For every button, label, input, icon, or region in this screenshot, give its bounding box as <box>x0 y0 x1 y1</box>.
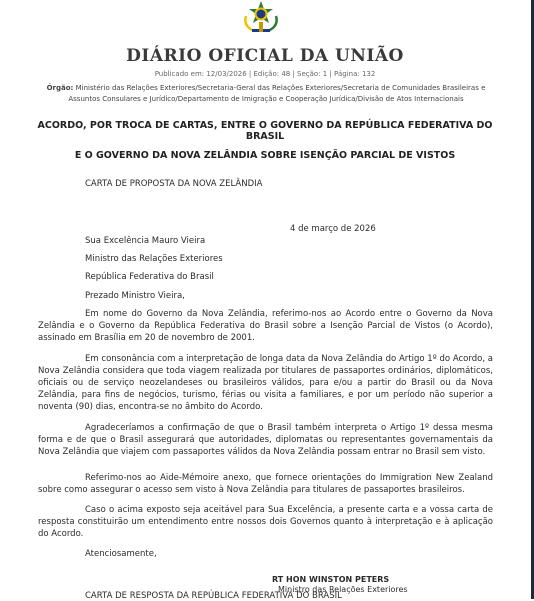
paragraph-line: assinado em Brasília em 20 de novembro de 2001. <box>38 333 255 343</box>
masthead-title: DIÁRIO OFICIAL DA UNIÃO <box>126 46 404 66</box>
orgao-block <box>36 83 496 105</box>
addressee-country: República Federativa do Brasil <box>85 272 214 282</box>
paragraph-line: Zelândia e o Governo da República Federativa do Brasil sobre a Isenção Parcial de Vistos (o Acordo), <box>38 321 493 331</box>
salutation: Prezado Ministro Vieira, <box>85 291 185 301</box>
paragraph-line: do Acordo. <box>38 529 84 539</box>
paragraph-line: forma e de que o Brasil assegurará que autoridades, diplomatas ou representantes governamentais da <box>38 435 493 445</box>
closing: Atenciosamente, <box>85 549 157 559</box>
signer-role: Ministro das Relações Exteriores <box>278 585 408 594</box>
paragraph-line: Em consonância com a interpretação de longa data da Nova Zelândia do Artigo 1º do Acordo, a <box>85 354 493 364</box>
brazil-coat-of-arms-icon <box>240 0 282 36</box>
signer-name: RT HON WINSTON PETERS <box>272 575 390 584</box>
paragraph-line: Zelândia, para fins de negócios, turismo, férias ou visita a familiares, e por um período não superior a <box>38 390 493 400</box>
letter-date: 4 de março de 2026 <box>290 224 376 234</box>
letter-heading: CARTA DE PROPOSTA DA NOVA ZELÂNDIA <box>85 179 263 189</box>
orgao-label: Órgão: <box>46 84 74 92</box>
paragraph-line: resposta constituirão um entendimento entre nossos dois Governos quanto à interpretação e à aplicação <box>38 517 493 527</box>
addressee-title: Ministro das Relações Exteriores <box>85 254 223 264</box>
paragraph-line: Nova Zelândia considera que toda viagem realizada por titulares de passaportes ordinários, diplomáticos, <box>38 366 493 376</box>
paragraph-line: noventa (90) dias, encontra-se no âmbito do Acordo. <box>38 402 263 412</box>
paragraph-line: Em nome do Governo da Nova Zelândia, referimo-nos ao Acordo entre o Governo da Nova <box>85 309 493 319</box>
publication-info: Publicado em: 12/03/2026 | Edição: 48 | Seção: 1 | Página: 132 <box>154 70 376 78</box>
addressee-name: Sua Excelência Mauro Vieira <box>85 236 206 246</box>
orgao-line-1: Ministério das Relações Exteriores/Secretaria-Geral das Relações Exteriores/Secretaria de Comunidades Brasileiras e <box>75 84 486 92</box>
document-title-line-2: E O GOVERNO DA NOVA ZELÂNDIA SOBRE ISENÇÃO PARCIAL DE VISTOS <box>74 150 456 161</box>
paragraph-line: oficiais ou de serviço neozelandeses ou brasileiros válidos, para e/ou a partir do Brasil ou da Nova <box>38 378 493 388</box>
paragraph-line: Agradeceríamos a confirmação de que o Brasil também interpreta o Artigo 1º dessa mesma <box>85 423 493 433</box>
paragraph-line: Nova Zelândia que viajem com passaportes válidos da Nova Zelândia possam entrar no Brasil sem visto. <box>38 447 486 457</box>
paragraph-line: sobre como assegurar o acesso sem visto à Nova Zelândia para titulares de passaportes brasileiros. <box>38 485 465 495</box>
paragraph-line: Referimo-nos ao Aide-Mémoire anexo, que fornece orientações do Immigration New Zealand <box>85 473 493 483</box>
document-title-line-1: ACORDO, POR TROCA DE CARTAS, ENTRE O GOVERNO DA REPÚBLICA FEDERATIVA DO BRASIL <box>37 120 493 142</box>
orgao-line-2: Assuntos Consulares e Jurídico/Departamento de Imigração e Cooperação Jurídica/Divisão de Atos Internacionais <box>68 95 464 103</box>
next-letter-heading: CARTA DE RESPOSTA DA REPÚBLICA FEDERATIVA DO BRASIL <box>85 591 342 601</box>
paragraph-line: Caso o acima exposto seja aceitável para Sua Excelência, a presente carta e a vossa carta de <box>85 505 493 515</box>
